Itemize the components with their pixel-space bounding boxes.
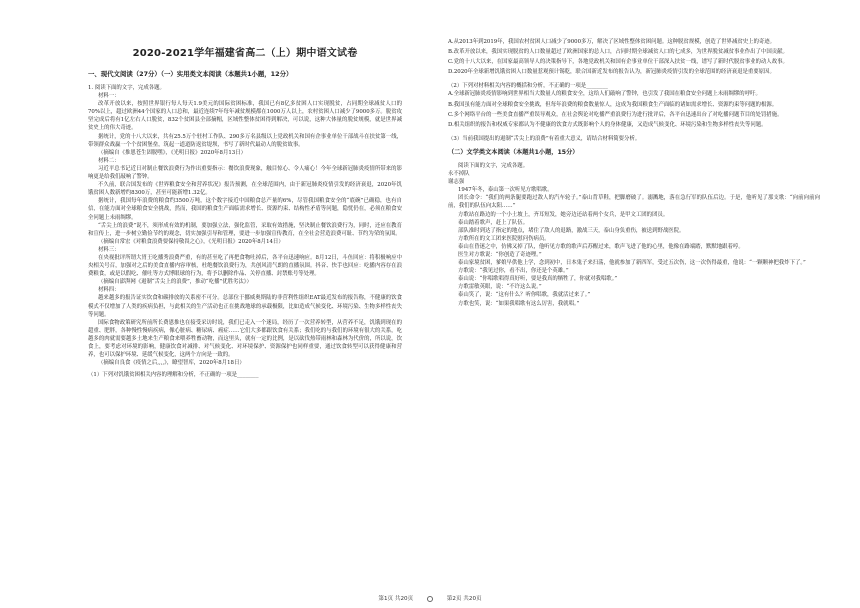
material-2-paragraph-4: “舌尖上的浪费”说不，须形成有效的机制，要加强立法，强化监管，采取有效措施，坚决制止餐饮浪费行为，同时，还应在教育和宣传上，进一步树立勤俭节约的观念，切实加强引导和管理，要进一步加强宣传教育，在全社会营造浪费可耻、节约为荣的氛围。 xyxy=(88,222,402,237)
material-2-paragraph-3: 据统计，我国每年浪费的粮食约3500万吨，这个数字接近中国粮食总产量的6%，尽管我国粮食安全的“底碗”已确稳，也有自信，在能力面对全球粮食安全挑战，然而，我国的粮食生产面临需求增长、资源约束、结构性矛盾等问题，隐忧仍在，必须在粮食安全问题上未雨绸缪。 xyxy=(88,198,402,221)
story-paragraph: 泰山踏着歌声，赶上了队伍。 xyxy=(458,219,529,226)
option-c-2: C.多个网络平台的一些美食直播严重误导观众，在社会舆论对吃播严重浪费行为进行批评后，各平台迅速出台了对吃播问题节目的处罚措施。 xyxy=(448,111,783,118)
material-2-label: 材料二： xyxy=(98,157,120,164)
material-1-source: （摘编自《推恩苍生固脱嘿》，《光明日报》2020年8月13日） xyxy=(98,149,246,156)
story-paragraph: 医生对方歌说：“你创造了奇迹哩。” xyxy=(458,251,542,258)
option-b: B.改革开放以来，我国实现脱贫的人口数量超过了欧洲国家的总人口，占同时期全球减贫人口的七成多，为世界脱贫减贫事业作出了中国贡献。 xyxy=(448,49,788,56)
story-author: 谢志强 xyxy=(448,179,465,186)
page-footer xyxy=(0,594,860,602)
material-1-paragraph-2: 据统计，党的十八大以来，共有25.5万个驻村工作队、290多万名县级以上党政机关和国有企事业单位干部战斗在扶贫第一线，带领群众战赢一个个贫困堡垒，筑起一道道防返贫堤坝，书写了新时代最动人的脱贫故事。 xyxy=(88,133,402,148)
document-title: 2020-2021学年福建省高二（上）期中语文试卷 xyxy=(132,48,358,59)
story-paragraph: 方歌站在路边的一个小土坡上，齐耳短发，她旁边还站着两个女兵，是甲文工团的团员。 xyxy=(458,211,669,218)
story-paragraph: 部队准时到达了指定的地点，堵住了敌人的退路，激战三天，泰山身负重伤，被送到野战医院。 xyxy=(458,227,685,234)
section-heading-1: 一、现代文阅读（27分）（一）实用类文本阅读（本题共1小题，12分） xyxy=(88,70,293,78)
section-2-intro: 阅读下面的文字，完成各题。 xyxy=(458,162,529,169)
material-2-paragraph-2: 不久前，联合国发布的《世界粮食安全和营养状况》报告预测，在全球范围内，由于新冠肺炎疫情引发的经济衰退，2020年饥饿贫困人数新增约8300万，甚至可能新增1.32亿。 xyxy=(88,182,402,197)
section-heading-2: （二）文学类文本阅读（本题共1小题，15分） xyxy=(448,148,579,156)
question-intro: 1. 阅读下面的文字，完成各题。 xyxy=(88,85,165,91)
material-4-source: （摘编自良食《疫情之后,,,,》，瞭望智库，2020年8月18日） xyxy=(98,360,245,367)
story-paragraph: 泰山笑了，说：“这有什么？听你唱歌，我就活过来了。” xyxy=(458,292,591,299)
material-1-paragraph-1: 改革开放以来，按照世界银行每人每天1.9美元的国际贫困标准，我国已有8亿多贫困人口实现脱贫，占同期全球减贫人口的70%以上，超过欧洲44个国家的人口总和，最近连续7年每年减贫规模都在1000万人以上，农村贫困人口减少了9000多万。脱贫攻坚完成后将有1亿左右人口脱贫，832个贫困县全部摘帽，区域性整体贫困得到解决，可以说，这种大体量的脱贫规模，就是世界减贫史上的伟大奇迹。 xyxy=(88,101,402,132)
material-4-paragraph-2: 国际食物政策研究所前所长费恩推也在接受采访时说，我们已走入一个迷局，经历了一次营养转型，从营养不足，饥饿到现在的超重、肥胖，各种慢性慢病疾病，像心脏病、糖尿病、癌症……它们大多都跟饮食有关系；我们吃的与我们的环境有很大的关系，吃越多的肉就需要越多土地来生产粮食来喂养牲畜动物，而这里头，就有一定的比例，是以砍伐热带雨林和森林为代价的，所以说，饮食上，要考虑对环境的影响，健康饮食对减排、对气候变化、对环境保护、资源保护也同样重要，通过饮食转型可以获得健康和营养，也可以保护环境、延缓气候变化，这两个方向是一致的。 xyxy=(88,319,402,359)
story-paragraph: 方歌雷敏英眼，说：“不许这么说。” xyxy=(458,284,542,291)
option-d-2: D.相关组织的报告和权威专家都认为不健康的饮食方式既影响个人的身体健康，又造成气候变化、环境污染和生物多样性丧失等问题。 xyxy=(448,121,767,128)
material-2-paragraph-1: 习近平总书记近日对制止餐饮浪费行为作出重要指示：餐饮浪费现象，触目惊心、令人痛心！今年全球新冠肺炎疫情所带来的影响更是给我们敲响了警钟。 xyxy=(88,165,402,181)
material-3-paragraph-1: 在央视批评所谓大胃王吃播秀浪费严重，有的甚至吃了再把食物吐掉后，各平台迅速响应。8月12日，斗鱼回应：将积极响应中央相关号召，加强对之后的美食直播内容审核，杜绝餐饮浪费行为，共创风清气朗的直播氛围。抖音、快手也回应：吃播内容存在浪费粮食，或是以假吃、催吐等方式博眼球的行为，将予以删除作品、关停直播、封禁账号等处理。 xyxy=(88,254,402,278)
material-1-label: 材料一： xyxy=(98,93,120,100)
material-2-source: （摘编自常宏《对粮食浪费要保持敬畏之心》，《光明日报》2020年8月14日） xyxy=(98,238,284,245)
question-2-stem: （2）下列对材料相关内容的概括和分析，不正确的一项是________ xyxy=(448,83,608,90)
page-divider-circle-icon xyxy=(427,596,433,602)
material-4-label: 材料四： xyxy=(98,287,120,294)
material-4-paragraph-1: 越来越多的报告证实饮食和碳排放的关系密不可分。总部位于挪威奥斯陆的非营利性组织EAT最近发布的报告称，不健康的饮食模式不仅增加了人类的疾病负担，与此相关的生产活动也正在挑战地球的承载极限，比如造成气候变化、环境污染、生物多样性丧失等问题。 xyxy=(88,295,402,318)
story-title: 永不掉队 xyxy=(448,171,470,178)
story-paragraph: 团长命令：“我们的两条腿要跑过敌人的汽车轮子。”泰山背草鞋，把脚磨破了。溺溅地，落在急行军的队伍后边。于是，他听见了那支歌：“向前向前向前，我们的队伍向太阳……” xyxy=(448,195,820,210)
question-1-stem: （1）下列对饥饿贫困相关内容的理解和分析，不正确的一项是________ xyxy=(88,372,259,379)
option-a-2: A.全球新冠肺炎疫情影响到世界相当大数量人的粮食安全，这给人们敲响了警钟，也引发了我国在粮食安全问题上未雨绸缪的呼吁。 xyxy=(448,91,761,98)
story-paragraph: 泰山在昏迷之中，仿佛又掉了队，他听见方歌的歌声后苏醒过来，歌声飞进了他的心里，他像在路端踏，默默地跟着哼。 xyxy=(458,243,744,250)
story-paragraph: 方歌也笑，说：“如果我唱歌有这么厉害，我就唱。” xyxy=(458,300,580,307)
story-paragraph: 方歌说：“我见过你，看不出，你还是个英雄。” xyxy=(458,268,569,275)
story-paragraph: 泰山说：“你唱歌唱得真好听，要是我真的牺牲了，你就对我唱歌。” xyxy=(458,276,618,283)
story-paragraph: 方歌所在的文工团来医院慰问伤病员。 xyxy=(458,235,550,242)
option-d: D.2020年全球新增饥饿贫困人口数量惹观预计锡乾，联合国新近发布的报告认为，新冠肺炎疫情引发的全球范围的经济衰退是重要原因。 xyxy=(448,69,775,76)
option-a: A.从2013年到2019年，我国农村贫困人口减少了9000多万，解决了区域性整体贫困问题。这种脱贫规模，创造了世界减贫史上的奇迹。 xyxy=(448,39,776,45)
option-b-2: B.我国虽有能力面对全球粮食安全挑战，但每年浪费的粮食数量惊人，这成为我国粮食生产面临的诸如需求增长、资源约束等问题的根源。 xyxy=(448,101,778,108)
page-number-right: 第2页 共20页 xyxy=(446,596,482,602)
page-number-left: 第1页 共20页 xyxy=(378,596,414,602)
story-paragraph: 泰山家境贫困，爹娘早供他上学，念到初中，日本鬼子来扫荡，他就参加了新四军，受过五次伤，这一次伤得最重，他说：“一颗颗神把我炸下了。” xyxy=(458,260,806,267)
page-right xyxy=(430,0,860,608)
material-3-label: 材料三： xyxy=(98,246,120,253)
option-c: C.党的十八大以来，在国家最高领导人的决策指导下，各地党政机关和国有企事业单位干部深入扶贫一线，谱写了新时代脱贫事业的动人故事。 xyxy=(448,59,788,66)
material-3-source: （摘编自澎湃网《遏制“舌尖上的浪费”，推动“吃播”优胜劣汰》） xyxy=(98,279,252,286)
question-3-stem: （3）当前我国提出的遏制“舌尖上的浪费”有着重大意义，请结合材料简要分析。 xyxy=(448,135,641,142)
story-paragraph: 1947年冬，泰山第一次听见方歌唱歌。 xyxy=(458,187,553,194)
